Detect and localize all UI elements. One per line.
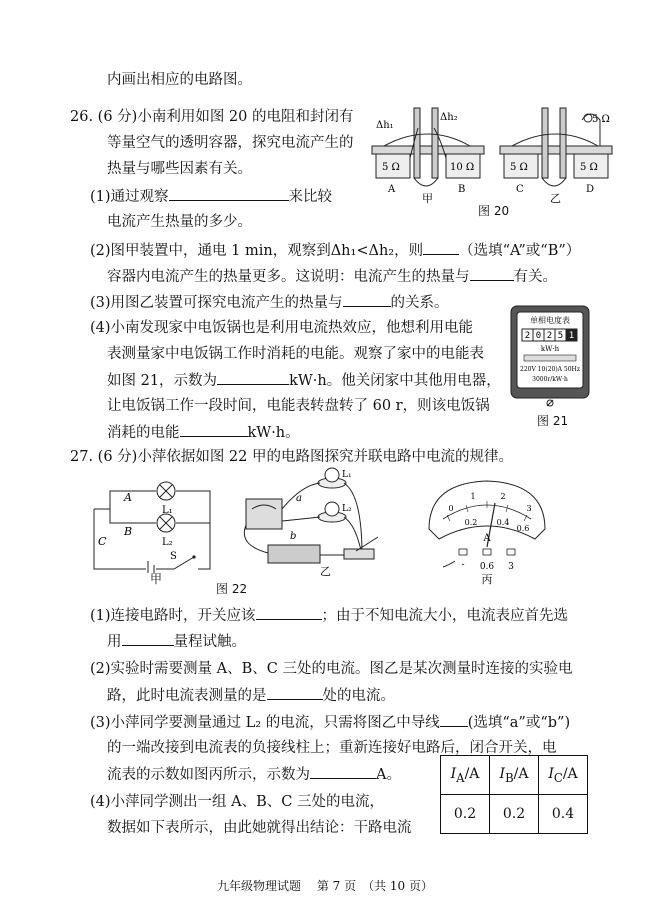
- label-d: D: [586, 184, 595, 195]
- figure-22-yi-label: 乙: [320, 565, 331, 577]
- label-a: A: [388, 184, 396, 195]
- answer-blank[interactable]: [343, 292, 391, 307]
- header-ic: $I_C/A$: [539, 756, 588, 795]
- switch-device: [344, 549, 374, 559]
- u-tube-left: [414, 108, 420, 178]
- lamp-l1-label: L₁: [162, 505, 173, 516]
- resistor-label: 5 Ω: [382, 162, 400, 173]
- figure-20: [370, 98, 620, 218]
- table-row: [441, 795, 588, 834]
- meter-digit: 2: [524, 331, 531, 341]
- meter-spec: 220V 10(20)A 50Hz: [520, 366, 580, 373]
- meter-digit: 1: [568, 331, 575, 341]
- figure-21-caption: 图 21: [537, 414, 569, 428]
- bulb-l1: [325, 468, 339, 482]
- table-header-row: [441, 756, 588, 795]
- q27-1-line: (1)连接电路时，开关应该 ；由于不知电流大小，电流表应首先选: [90, 605, 568, 626]
- label-jia: 甲: [422, 192, 433, 205]
- q26-4-line-2: 表测量家中电饭锅工作时消耗的电能。观察了家中的电能表: [107, 346, 484, 362]
- tick-label: 0.4: [496, 518, 510, 527]
- point-c: C: [98, 535, 107, 548]
- q26-4-line-3: 如图 21，示数为 kW·h。他关闭家中其他用电器，: [107, 370, 501, 391]
- terminal-label: -: [461, 560, 465, 570]
- q27-line-1: 27. (6 分)小萍依据如图 22 甲的电路图探究并联电路中电流的规律。: [70, 449, 513, 465]
- bulb-l1-label: L₁: [342, 470, 352, 480]
- q26-line-1: 26. (6 分)小南利用如图 20 的电阻和封闭有: [70, 109, 354, 125]
- answer-blank[interactable]: [310, 764, 376, 779]
- figure-22-jia-label: 甲: [150, 572, 163, 586]
- tick-label: 0: [448, 504, 454, 513]
- label-yi: 乙: [550, 192, 561, 205]
- terminal-label: 0.6: [479, 562, 495, 572]
- answer-blank[interactable]: [470, 266, 514, 281]
- answer-blank[interactable]: [423, 240, 459, 255]
- value-ia: 0.2: [441, 795, 490, 834]
- tick-label: 1: [470, 492, 476, 501]
- meter-digit: 0: [535, 331, 542, 341]
- tick-label: 0.6: [516, 524, 530, 533]
- wire-b-label: b: [290, 531, 297, 542]
- figure-22-yi-physical: [232, 465, 402, 577]
- current-results-table: [440, 755, 588, 834]
- answer-blank[interactable]: [440, 712, 468, 727]
- page-footer: 九年级物理试题 第 7 页 （共 10 页）: [217, 879, 433, 893]
- value-ib: 0.2: [490, 795, 539, 834]
- ammeter-unit: A: [483, 533, 491, 544]
- q26-1-line-2: 电流产生热量的多少。: [107, 214, 252, 230]
- meter-spec: 3000r/kW·h: [532, 376, 568, 383]
- bulb-l2: [325, 502, 339, 516]
- figure-22-jia-circuit: [90, 473, 218, 573]
- q26-1-line: (1)通过观察 来比较: [90, 186, 332, 207]
- figure-20-caption: 图 20: [478, 204, 510, 218]
- q27-4-line: (4)小萍同学测出一组 A、B、C 三处的电流，: [90, 794, 384, 810]
- q27-2-line-2: 路，此时电流表测量的是 处的电流。: [107, 685, 395, 706]
- resistor-label: 5 Ω: [580, 162, 598, 173]
- q26-line-3: 热量与哪些因素有关。: [107, 161, 252, 177]
- value-ic: 0.4: [539, 795, 588, 834]
- figure-22-caption: 图 22: [216, 582, 248, 596]
- q26-2-line-2: 容器内电流产生的热量更多。这说明：电流产生的热量与 有关。: [107, 266, 557, 287]
- figure-21-energy-meter: [510, 305, 590, 407]
- label-b: B: [458, 184, 466, 195]
- resistor-label: 5 Ω: [592, 114, 610, 125]
- answer-blank[interactable]: [169, 186, 289, 201]
- meter-title: 单相电度表: [530, 316, 570, 325]
- q26-line-2: 等量空气的透明容器，探究电流产生的: [107, 135, 354, 151]
- answer-blank[interactable]: [256, 605, 322, 620]
- meter-digit: 5: [557, 331, 564, 341]
- q27-2-line: (2)实验时需要测量 A、B、C 三处的电流。图乙是某次测量时连接的实验电: [90, 661, 573, 677]
- lamp-l2-label: L₂: [162, 537, 173, 548]
- header-ib: $I_B/A$: [490, 756, 539, 795]
- resistor-label: 10 Ω: [450, 162, 475, 173]
- dh1-label: Δh₁: [376, 120, 394, 131]
- tick-label: 3: [526, 504, 532, 513]
- bulb-l2-label: L₂: [342, 504, 352, 514]
- terminal-label: 3: [508, 562, 514, 572]
- q27-3-line-2: 的一端改接到电流表的负接线柱上；重新连接好电路后，闭合开关，电: [107, 740, 557, 756]
- q26-4-line-1: (4)小南发现家中电饭锅也是利用电流热效应，他想利用电能: [90, 320, 474, 336]
- header-ia: $I_A/A$: [441, 756, 490, 795]
- meter-unit: kW·h: [540, 345, 560, 353]
- wire-a-label: a: [296, 493, 302, 504]
- meter-digit: 2: [546, 331, 553, 341]
- point-b: B: [124, 525, 133, 538]
- dh2-label: Δh₂: [440, 112, 458, 123]
- battery-box: [268, 545, 320, 563]
- q26-2-line: (2)图甲装置中，通电 1 min，观察到Δh₁<Δh₂，则 （选填“A”或“B”）: [90, 240, 580, 261]
- tick-label: 2: [500, 492, 506, 501]
- label-c: C: [516, 184, 524, 195]
- intro-line: 内画出相应的电路图。: [107, 72, 252, 88]
- q27-3-line: (3)小萍同学要测量通过 L₂ 的电流，只需将图乙中导线 (选填“a”或“b”): [90, 712, 570, 733]
- answer-blank[interactable]: [180, 422, 248, 437]
- figure-22-bing-ammeter: [425, 477, 550, 585]
- q27-4-line-2: 数据如下表所示，由此她就得出结论：干路电流: [107, 820, 412, 836]
- q26-3-line: (3)用图乙装置可探究电流产生的热量与 的关系。: [90, 292, 449, 313]
- switch-label: S: [170, 551, 177, 562]
- q27-1-line-2: 用 量程试触。: [107, 631, 246, 652]
- answer-blank[interactable]: [122, 631, 174, 646]
- point-a: A: [124, 491, 132, 504]
- answer-blank[interactable]: [217, 370, 289, 385]
- q26-4-line-4: 让电饭锅工作一段时间，电能表转盘转了 60 r，则该电饭锅: [107, 398, 490, 414]
- ammeter-device: [246, 499, 282, 529]
- u-tube-right: [542, 108, 548, 178]
- figure-22-bing-label: 丙: [481, 573, 493, 585]
- answer-blank[interactable]: [267, 685, 323, 700]
- tick-label: 0.2: [464, 518, 478, 527]
- q27-3-line-3: 流表的示数如图丙所示，示数为 A。: [107, 764, 401, 785]
- q26-4-line-5: 消耗的电能 kW·h。: [107, 422, 300, 443]
- resistor-label: 5 Ω: [510, 162, 528, 173]
